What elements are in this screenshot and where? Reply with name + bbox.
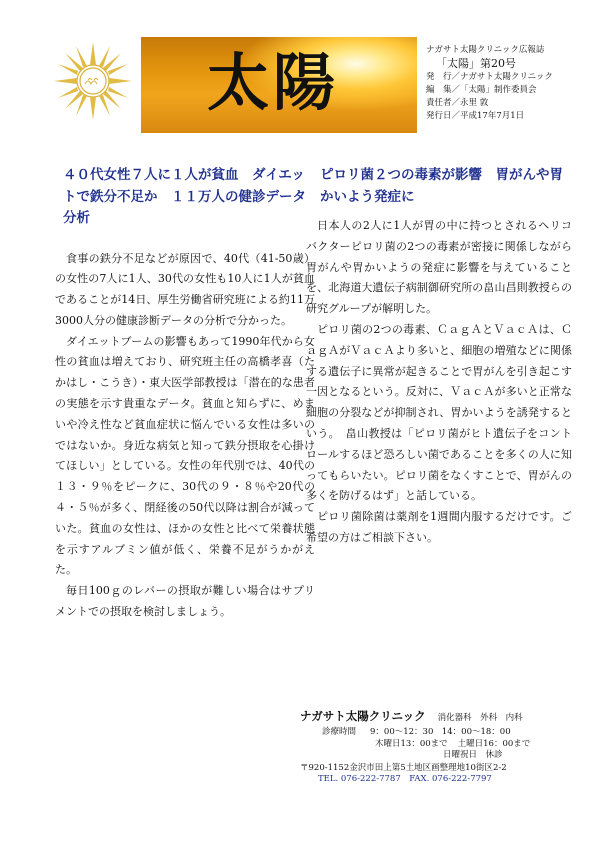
responsible-person: 責任者／永里 敦 xyxy=(426,98,489,108)
article-anemia xyxy=(55,165,315,623)
article-anemia-headline: ４０代女性７人に１人が貧血 ダイエットで鉄分不足か １１万人の健診データ分析 xyxy=(63,167,306,226)
paragraph: ダイエットブームの影響もあって1990年代から女性の貧血は増えており、研究班主任の高橋孝喜（たかはし・こうき）・東大医学部教授は「潜在的な患者の実態を示す貴重なデータ。貧血と知らずに、めまいや冷え性など貧血症状に悩んでいる女性は多いのではないか。身近な病気と知って鉄分摂取を心掛けてほしい」としている。女性の年代別では、40代の１３・９％をピークに、30代の９・８％や20代の４・５％が多く、閉経後の50代以降は割合が減っていた。貧血の女性は、ほかの女性と比べて栄養状態を示すアルブミン値が低く、栄養不足がうかがえた。 xyxy=(55,334,315,577)
article-pylori xyxy=(306,165,572,549)
article-pylori-headline: ピロリ菌２つの毒素が影響 胃がんや胃かいよう発症に xyxy=(320,167,563,205)
publication-name: ナガサト太陽クリニック広報誌 xyxy=(426,45,545,55)
hours-saturday: 土曜日16：00まで xyxy=(457,738,531,749)
clinic-name: ナガサト太陽クリニック xyxy=(300,709,426,723)
clinic-phone: TEL. 076-222-7787 FAX. 076-222-7797 xyxy=(318,774,492,784)
clinic-info xyxy=(300,708,590,786)
publisher: 発 行／ナガサト太陽クリニック xyxy=(426,72,553,82)
clinic-address: 〒920-1152金沢市田上第5土地区画整理地10街区2-2 xyxy=(300,762,507,773)
banner-title: 太陽 xyxy=(207,46,340,119)
editor: 編 集／「太陽」制作委員会 xyxy=(426,85,537,95)
clinic-header xyxy=(300,708,590,724)
masthead xyxy=(426,44,553,123)
closed-days: 日曜祝日 休診 xyxy=(443,750,503,760)
article-anemia-body xyxy=(55,249,315,623)
hours-weekday: 9：00〜12：30 14：00〜18：00 xyxy=(370,727,511,737)
paragraph: 食事の鉄分不足などが原因で、40代（41-50歳）の女性の7人に1人、30代の女性も10人に1人が貧血であることが14日、厚生労働省研究班による約11万3000人分の健康診断データの分析で分かった。 xyxy=(55,251,315,327)
issue-date: 発行日／平成17年7月1日 xyxy=(426,111,525,121)
paragraph: ピロリ菌の2つの毒素、ＣａｇＡとＶａｃＡは、ＣａｇＡがＶａｃＡより多いと、細胞の増殖などに関係する遺伝子に異常が起きることで胃がんを引き起こす一因となるという。反対に、ＶａｃＡが多いと正常な細胞の分裂などが抑制され、胃かいようを誘発するという。 畠山教授は「ピロリ菌がヒト遺伝子をコントロールするほど恐ろしい菌であることを多くの人に知ってもらいたい。ピロリ菌をなくすことで、胃がんの多くを防げるはず」と話している。 xyxy=(306,322,572,503)
sun-logo-icon xyxy=(52,40,134,122)
hours-thursday: 木曜日13：00まで xyxy=(375,738,448,749)
clinic-hours xyxy=(300,727,590,762)
article-pylori-body xyxy=(306,216,572,549)
paragraph: 日本人の2人に1人が胃の中に持つとされるヘリコバクターピロリ菌の2つの毒素が密接に関係しながら胃がんや胃かいようの発症に影響を与えていることを、北海道大遺伝子病制御研究所の畠山昌則教授らの研究グループが解明した。 xyxy=(306,219,572,316)
paragraph: ピロリ菌除菌は薬剤を1週間内服するだけです。ご希望の方はご相談下さい。 xyxy=(306,510,572,544)
departments: 消化器科 外科 内科 xyxy=(437,713,523,723)
hours-label: 診療時間 xyxy=(322,727,357,737)
paragraph: 毎日100ｇのレバーの摂取が難しい場合はサプリメントでの摂取を検討しましょう。 xyxy=(55,584,315,619)
title-banner xyxy=(141,37,417,133)
issue-number: 「太陽」第20号 xyxy=(436,57,516,70)
